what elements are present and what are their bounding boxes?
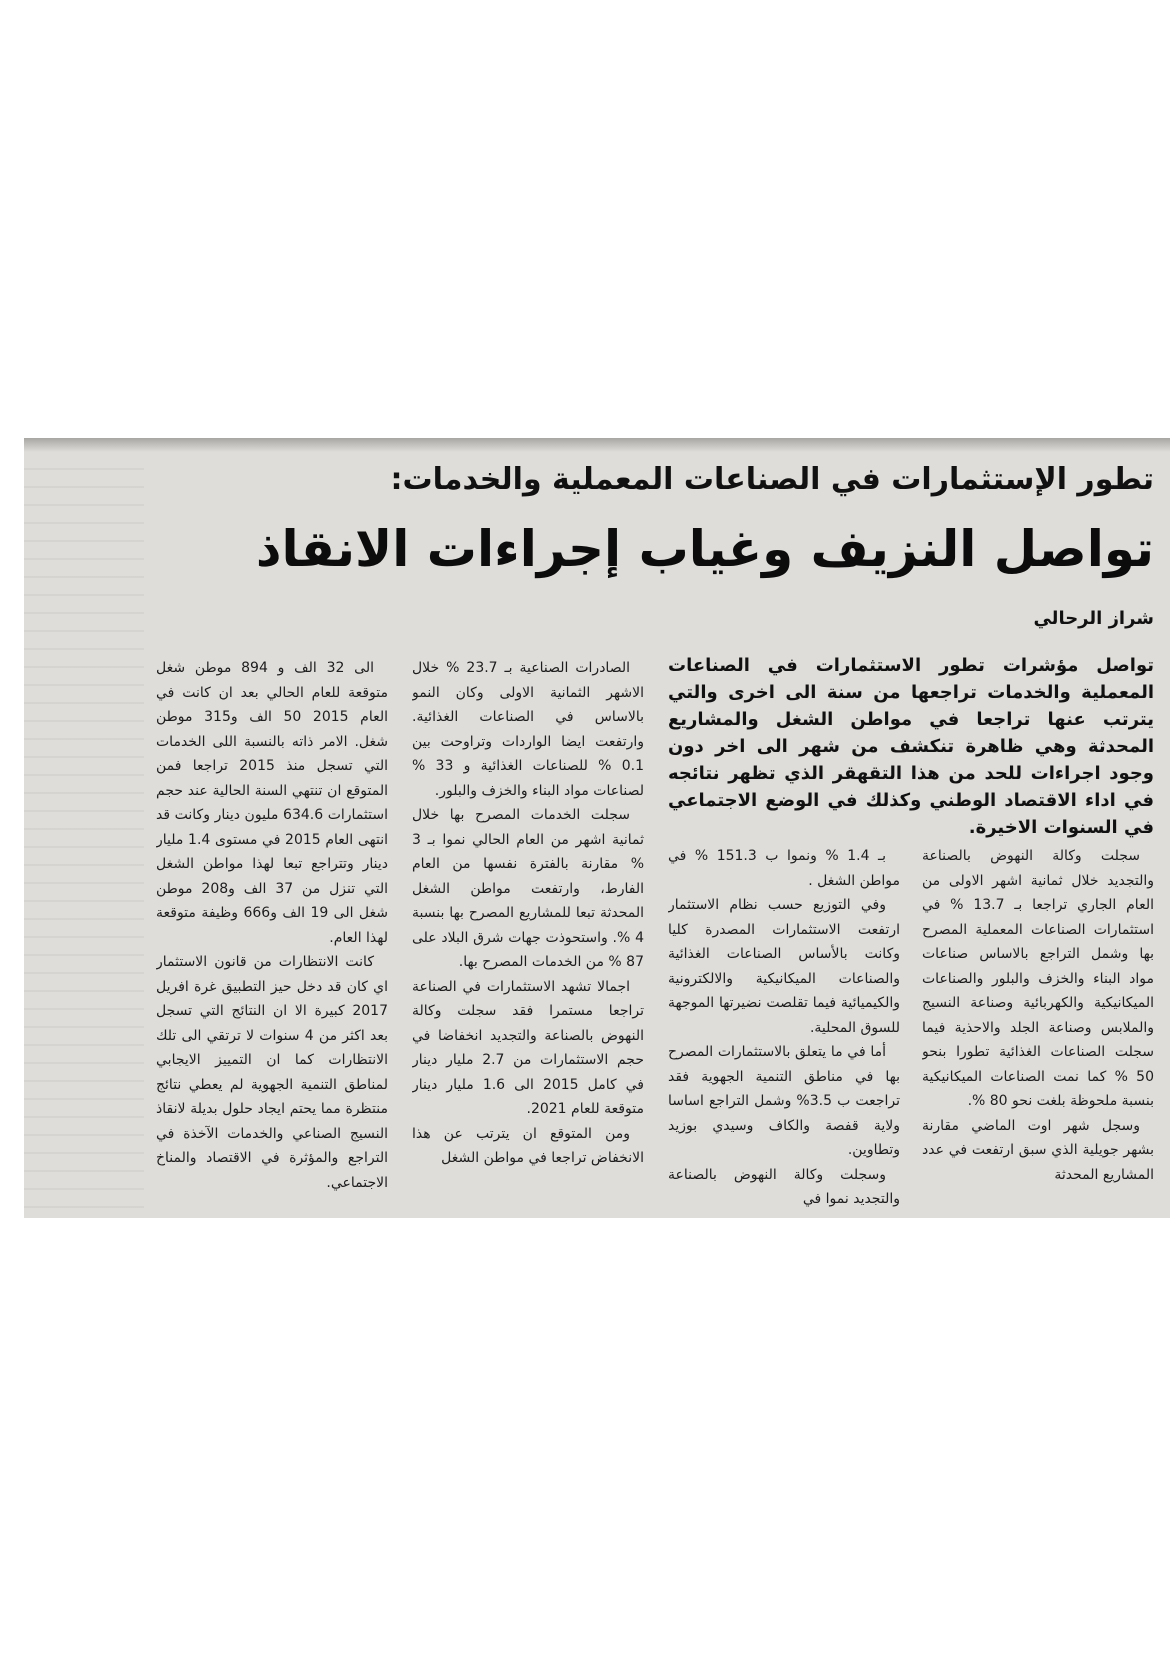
article-byline: شراز الرحالي <box>1033 608 1154 629</box>
paragraph: اجمالا تشهد الاستثمارات في الصناعة تراجعا مستمرا فقد سجلت وكالة النهوض بالصناعة والتجديد انخفاضا في حجم الاستثمارات من 2.7 مليار دينار في كامل 2015 الى 1.6 مليار دينار متوقعة للعام 2021. <box>412 978 644 1117</box>
paragraph: ومن المتوقع ان يترتب عن هذا الانخفاض تراجعا في مواطن الشغل <box>412 1125 644 1166</box>
paragraph: وفي التوزيع حسب نظام الاستثمار ارتفعت الاستثمارات المصدرة كليا وكانت بالأساس الصناعات الغذائية والصناعات الميكانيكية والالكترونية والكيميائية فيما تقلصت نضيرتها الموجهة للسوق المحلية. <box>668 897 900 1036</box>
adjacent-column-bleed <box>24 452 144 1212</box>
paragraph: كانت الانتظارات من قانون الاستثمار اي كان قد دخل حيز التطبيق غرة افريل 2017 كبيرة الا ان النتائج التي تسجل بعد اكثر من 4 سنوات لا ترتقي الى تلك الانتظارات كما ان التمييز الايجابي لمناطق التنمية الجهوية لم يعطي نتائج منتظرة مما يحتم ايجاد حلول بديلة لانقاذ النسيج الصناعي والخدمات الآخذة في التراجع والمؤثرة في الاقتصاد والمناخ الاجتماعي. <box>156 954 388 1191</box>
paragraph: سجلت الخدمات المصرح بها خلال ثمانية اشهر من العام الحالي نموا بـ 3 % مقارنة بالفترة نفسها من العام الفارط، وارتفعت مواطن الشغل المحدثة تبعا للمشاريع المصرح بها بنسبة 4 %. واستحوذت جهات شرق البلاد على 87 % من الخدمات المصرح بها. <box>412 807 644 970</box>
article-kicker: تطور الإستثمارات في الصناعات المعملية والخدمات: <box>390 462 1154 497</box>
article <box>142 438 1154 1218</box>
paragraph: بـ 1.4 % ونموا ب 151.3 % في مواطن الشغل . <box>668 848 900 889</box>
paragraph: وسجلت وكالة النهوض بالصناعة والتجديد نموا في <box>668 1166 900 1207</box>
body-column-1 <box>922 844 1154 1214</box>
body-column-3 <box>412 656 644 1216</box>
body-column-2 <box>668 844 900 1214</box>
paragraph: أما في ما يتعلق بالاستثمارات المصرح بها في مناطق التنمية الجهوية فقد تراجعت ب 3.5% وشمل التراجع اساسا ولاية قفصة والكاف وسيدي بوزيد وتطاوين. <box>668 1044 900 1158</box>
paragraph: سجلت وكالة النهوض بالصناعة والتجديد خلال ثمانية اشهر الاولى من العام الجاري تراجعا بـ 13.7 % في استثمارات الصناعات المعملية المصرح بها وشمل التراجع بالاساس صناعات مواد البناء والخزف والبلور والصناعات الميكانيكية والكهربائية وصناعة النسيج والملابس وصناعة الجلد والاحذية فيما سجلت الصناعات الغذائية تطورا بنحو 50 % كما نمت الصناعات الميكانيكية بنسبة ملحوظة بلغت نحو 80 %. <box>922 848 1154 1109</box>
article-lede: تواصل مؤشرات تطور الاستثمارات في الصناعات المعملية والخدمات تراجعها من سنة الى اخرى والتي يترتب عنها تراجعا في مواطن الشغل والمشاريع المحدثة وهي ظاهرة تنكشف من شهر الى اخر دون وجود اجراءات للحد من هذا التقهقر الذي تظهر نتائجه في اداء الاقتصاد الوطني وكذلك في الوضع الاجتماعي في السنوات الاخيرة. <box>668 655 1154 838</box>
paragraph: الصادرات الصناعية بـ 23.7 % خلال الاشهر الثمانية الاولى وكان النمو بالاساس في الصناعات الغذائية. وارتفعت ايضا الواردات وتراوحت بين 0.1 % للصناعات الغذائية و 33 % لصناعات مواد البناء والخزف والبلور. <box>412 660 644 799</box>
paragraph: الى 32 الف و 894 موطن شغل متوقعة للعام الحالي بعد ان كانت في العام 2015 50 الف و315 موطن شغل. الامر ذاته بالنسبة اللى الخدمات التي تسجل منذ 2015 تراجعا فمن المتوقع ان تنتهي السنة الحالية عند حجم استثمارات 634.6 مليون دينار وكانت قد انتهى العام 2015 في مستوى 1.4 مليار دينار وتتراجع تبعا لهذا مواطن الشغل التي تنزل من 37 الف و208 موطن شغل الى 19 الف و666 وظيفة متوقعة لهذا العام. <box>156 660 388 946</box>
newspaper-clipping <box>24 438 1170 1218</box>
paragraph: وسجل شهر اوت الماضي مقارنة بشهر جويلية الذي سبق ارتفعت في عدد المشاريع المحدثة <box>922 1117 1154 1183</box>
article-headline: تواصل النزيف وغياب إجراءات الانقاذ <box>255 520 1154 578</box>
body-column-4 <box>156 656 388 1216</box>
